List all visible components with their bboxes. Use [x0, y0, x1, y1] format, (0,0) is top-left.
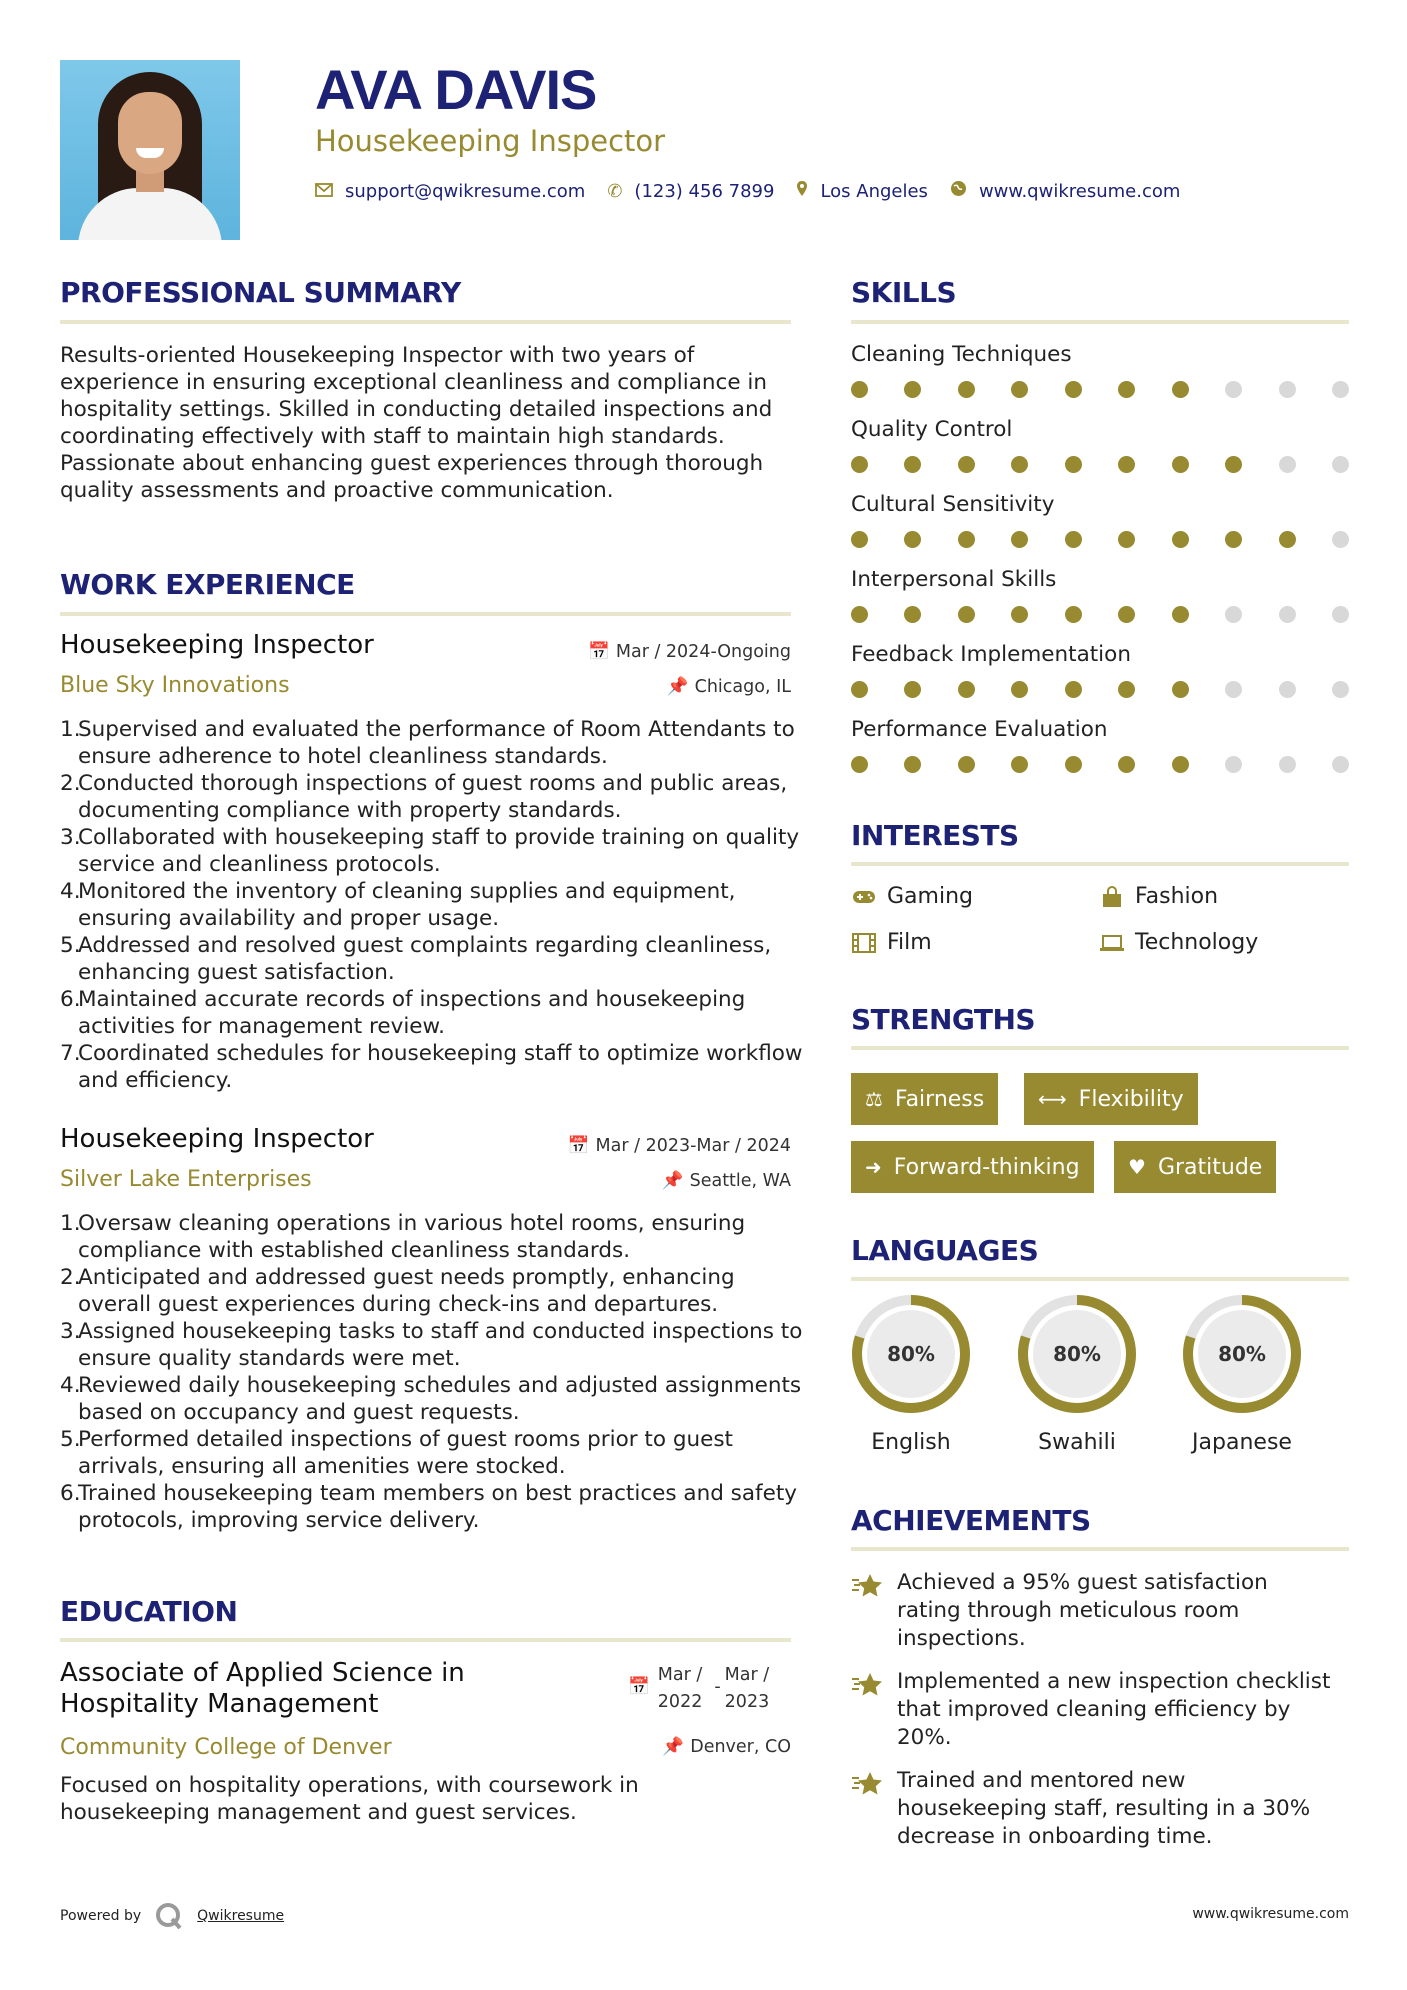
- list-item: Addressed and resolved guest complaints regarding cleanliness, enhancing guest satisfaction.: [78, 933, 772, 985]
- rating-dot: [958, 456, 975, 473]
- rating-dot: [1065, 531, 1082, 548]
- strength-tag: ⟷ Flexibility: [1024, 1073, 1198, 1125]
- rating-dot: [1118, 681, 1135, 698]
- heart-icon: ♥: [1128, 1155, 1146, 1179]
- job-title: Housekeeping Inspector: [60, 1124, 374, 1154]
- skills-heading: SKILLS: [851, 276, 957, 309]
- experience-heading: WORK EXPERIENCE: [60, 568, 355, 601]
- interest-item: Fashion: [1099, 884, 1218, 909]
- rating-dot: [1011, 756, 1028, 773]
- list-item: Oversaw cleaning operations in various hotel rooms, ensuring compliance with established cleanliness standards.: [78, 1211, 746, 1263]
- skill-name: Interpersonal Skills: [851, 567, 1057, 592]
- rating-dot: [1225, 756, 1242, 773]
- list-item: Trained housekeeping team members on best practices and safety protocols, improving service delivery.: [78, 1481, 798, 1533]
- skill-rating: [851, 456, 1349, 474]
- rating-dot: [904, 606, 921, 623]
- skill-rating: [851, 531, 1349, 549]
- rating-dot: [1011, 531, 1028, 548]
- rating-dot: [851, 531, 868, 548]
- globe-icon: [950, 180, 967, 202]
- skill-name: Performance Evaluation: [851, 717, 1108, 742]
- rating-dot: [958, 681, 975, 698]
- rating-dot: [851, 681, 868, 698]
- rating-dot: [851, 606, 868, 623]
- contact-website[interactable]: www.qwikresume.com: [978, 180, 1181, 202]
- list-item: Coordinated schedules for housekeeping staff to optimize workflow and efficiency.: [78, 1041, 803, 1093]
- pin-icon: 📌: [661, 1171, 684, 1191]
- candidate-name: AVA DAVIS: [315, 58, 597, 121]
- rating-dot: [1118, 531, 1135, 548]
- language-name: Swahili: [1038, 1430, 1116, 1455]
- footer-powered-by: Powered by Qwikresume: [60, 1902, 284, 1930]
- arrow-right-icon: ➜: [865, 1155, 882, 1179]
- rating-dot: [1172, 681, 1189, 698]
- rating-dot: [851, 456, 868, 473]
- rating-dot: [1332, 456, 1349, 473]
- footer-brand-link[interactable]: Qwikresume: [197, 1908, 285, 1924]
- job-location: 📌 Seattle, WA: [661, 1171, 791, 1191]
- skill-name: Quality Control: [851, 417, 1013, 442]
- education-location: 📌 Denver, CO: [662, 1737, 791, 1757]
- list-item: Maintained accurate records of inspections and housekeeping activities for management review.: [78, 987, 746, 1039]
- rating-dot: [1332, 606, 1349, 623]
- calendar-icon: 📅: [567, 1136, 590, 1156]
- rating-dot: [1118, 756, 1135, 773]
- arrows-horizontal-icon: ⟷: [1038, 1087, 1067, 1111]
- language-percent: 80%: [1218, 1342, 1266, 1366]
- language-ring: [1180, 1292, 1304, 1416]
- list-item: Monitored the inventory of cleaning supplies and equipment, ensuring availability and proper usage.: [78, 879, 736, 931]
- star-icon: [851, 1668, 885, 1752]
- languages-heading: LANGUAGES: [851, 1234, 1039, 1267]
- job-responsibilities: [60, 716, 805, 1094]
- education-divider: [60, 1638, 791, 1642]
- rating-dot: [904, 681, 921, 698]
- interests-divider: [851, 862, 1349, 866]
- skill-rating: [851, 681, 1349, 699]
- pin-icon: 📌: [662, 1737, 685, 1757]
- rating-dot: [1011, 681, 1028, 698]
- rating-dot: [1172, 531, 1189, 548]
- rating-dot: [1118, 606, 1135, 623]
- rating-dot: [1065, 606, 1082, 623]
- language-name: Japanese: [1192, 1430, 1292, 1455]
- rating-dot: [904, 531, 921, 548]
- balance-scale-icon: ⚖: [865, 1087, 883, 1111]
- rating-dot: [904, 756, 921, 773]
- rating-dot: [851, 381, 868, 398]
- film-icon: [851, 932, 877, 954]
- shopping-bag-icon: [1099, 886, 1125, 908]
- contact-bar: [315, 180, 1202, 202]
- rating-dot: [1332, 681, 1349, 698]
- list-item: Reviewed daily housekeeping schedules and adjusted assignments based on occupancy and guest requests.: [78, 1373, 802, 1425]
- phone-icon: ✆: [607, 180, 623, 202]
- rating-dot: [1011, 456, 1028, 473]
- star-icon: [851, 1569, 885, 1653]
- contact-phone[interactable]: (123) 456 7899: [634, 180, 775, 202]
- rating-dot: [1172, 456, 1189, 473]
- list-item: Performed detailed inspections of guest rooms prior to guest arrivals, ensuring all amenities were stocked.: [78, 1427, 733, 1479]
- rating-dot: [1225, 681, 1242, 698]
- skill-rating: [851, 606, 1349, 624]
- interest-item: Film: [851, 930, 932, 955]
- rating-dot: [1279, 606, 1296, 623]
- rating-dot: [1225, 456, 1242, 473]
- pin-icon: 📌: [666, 677, 689, 697]
- languages-divider: [851, 1277, 1349, 1281]
- language-ring: [1015, 1292, 1139, 1416]
- profile-photo: [60, 60, 240, 240]
- list-item: Assigned housekeeping tasks to staff and conducted inspections to ensure quality standards were met.: [78, 1319, 803, 1371]
- rating-dot: [904, 381, 921, 398]
- map-marker-icon: [796, 180, 808, 202]
- summary-text: Results-oriented Housekeeping Inspector with two years of experience in ensuring exceptional cleanliness and compliance in hospitality settings. Skilled in conducting detailed inspections and coordinating effectively with staff to maintain high standards. Passionate about enhancing guest experiences through thorough quality assessments and proactive communication.: [60, 343, 773, 503]
- achievement-item: Implemented a new inspection checklist that improved cleaning efficiency by 20%.: [851, 1668, 1331, 1752]
- rating-dot: [1065, 381, 1082, 398]
- gamepad-icon: [851, 886, 877, 908]
- rating-dot: [1065, 681, 1082, 698]
- rating-dot: [1118, 381, 1135, 398]
- rating-dot: [1225, 531, 1242, 548]
- rating-dot: [958, 531, 975, 548]
- achievement-item: Achieved a 95% guest satisfaction rating through meticulous room inspections.: [851, 1569, 1331, 1653]
- rating-dot: [1172, 756, 1189, 773]
- skill-name: Feedback Implementation: [851, 642, 1131, 667]
- rating-dot: [1279, 531, 1296, 548]
- degree-title: Associate of Applied Science in Hospitality Management: [60, 1658, 465, 1719]
- skill-name: Cultural Sensitivity: [851, 492, 1055, 517]
- interest-item: Gaming: [851, 884, 973, 909]
- education-heading: EDUCATION: [60, 1595, 238, 1628]
- language-percent: 80%: [1053, 1342, 1101, 1366]
- envelope-icon: [315, 181, 333, 202]
- company-name: Blue Sky Innovations: [60, 673, 290, 698]
- skill-name: Cleaning Techniques: [851, 342, 1072, 367]
- education-dates: 📅 Mar / 2022 - Mar / 2023: [628, 1662, 769, 1716]
- rating-dot: [1279, 456, 1296, 473]
- contact-location: Los Angeles: [820, 180, 928, 202]
- list-item: Supervised and evaluated the performance of Room Attendants to ensure adherence to hotel cleanliness standards.: [78, 717, 795, 769]
- rating-dot: [1065, 756, 1082, 773]
- job-location: 📌 Chicago, IL: [666, 677, 791, 697]
- job-dates: 📅 Mar / 2024-Ongoing: [588, 642, 791, 662]
- rating-dot: [1172, 381, 1189, 398]
- calendar-icon: 📅: [588, 642, 610, 662]
- rating-dot: [958, 606, 975, 623]
- job-dates: 📅 Mar / 2023-Mar / 2024: [567, 1136, 791, 1156]
- education-description: Focused on hospitality operations, with coursework in housekeeping management and guest services.: [60, 1773, 639, 1825]
- rating-dot: [1011, 606, 1028, 623]
- strength-tag: ♥ Gratitude: [1114, 1141, 1276, 1193]
- interest-item: Technology: [1099, 930, 1258, 955]
- rating-dot: [851, 756, 868, 773]
- experience-divider: [60, 612, 791, 616]
- rating-dot: [1332, 381, 1349, 398]
- summary-divider: [60, 320, 791, 324]
- rating-dot: [958, 381, 975, 398]
- list-item: Conducted thorough inspections of guest rooms and public areas, documenting compliance with property standards.: [78, 771, 788, 823]
- rating-dot: [1279, 681, 1296, 698]
- rating-dot: [1225, 606, 1242, 623]
- strength-tag: ⚖ Fairness: [851, 1073, 998, 1125]
- rating-dot: [958, 756, 975, 773]
- rating-dot: [1332, 756, 1349, 773]
- skill-rating: [851, 381, 1349, 399]
- achievements-heading: ACHIEVEMENTS: [851, 1504, 1091, 1537]
- footer-website[interactable]: www.qwikresume.com: [1192, 1906, 1349, 1922]
- strengths-divider: [851, 1046, 1349, 1050]
- rating-dot: [1279, 381, 1296, 398]
- laptop-icon: [1099, 932, 1125, 954]
- company-name: Silver Lake Enterprises: [60, 1167, 312, 1192]
- interests-heading: INTERESTS: [851, 819, 1019, 852]
- strength-tag: ➜ Forward-thinking: [851, 1141, 1094, 1193]
- list-item: Anticipated and addressed guest needs promptly, enhancing overall guest experiences during check-ins and departures.: [78, 1265, 735, 1317]
- skills-divider: [851, 320, 1349, 324]
- rating-dot: [1225, 381, 1242, 398]
- rating-dot: [1172, 606, 1189, 623]
- language-ring: [849, 1292, 973, 1416]
- skill-rating: [851, 756, 1349, 774]
- achievements-divider: [851, 1547, 1349, 1551]
- job-title: Housekeeping Inspector: [60, 630, 374, 660]
- language-name: English: [871, 1430, 951, 1455]
- strengths-heading: STRENGTHS: [851, 1003, 1036, 1036]
- star-icon: [851, 1767, 885, 1851]
- language-percent: 80%: [887, 1342, 935, 1366]
- candidate-title: Housekeeping Inspector: [315, 124, 666, 158]
- rating-dot: [1011, 381, 1028, 398]
- list-item: Collaborated with housekeeping staff to provide training on quality service and cleanliness protocols.: [78, 825, 800, 877]
- summary-heading: PROFESSIONAL SUMMARY: [60, 276, 461, 309]
- job-responsibilities: [60, 1210, 805, 1534]
- achievement-item: Trained and mentored new housekeeping staff, resulting in a 30% decrease in onboarding time.: [851, 1767, 1331, 1851]
- qwikresume-logo-icon: [155, 1902, 183, 1930]
- rating-dot: [1065, 456, 1082, 473]
- rating-dot: [904, 456, 921, 473]
- calendar-icon: 📅: [628, 1677, 650, 1697]
- contact-email[interactable]: support@qwikresume.com: [345, 180, 586, 202]
- rating-dot: [1279, 756, 1296, 773]
- rating-dot: [1332, 531, 1349, 548]
- school-name: Community College of Denver: [60, 1735, 392, 1760]
- rating-dot: [1118, 456, 1135, 473]
